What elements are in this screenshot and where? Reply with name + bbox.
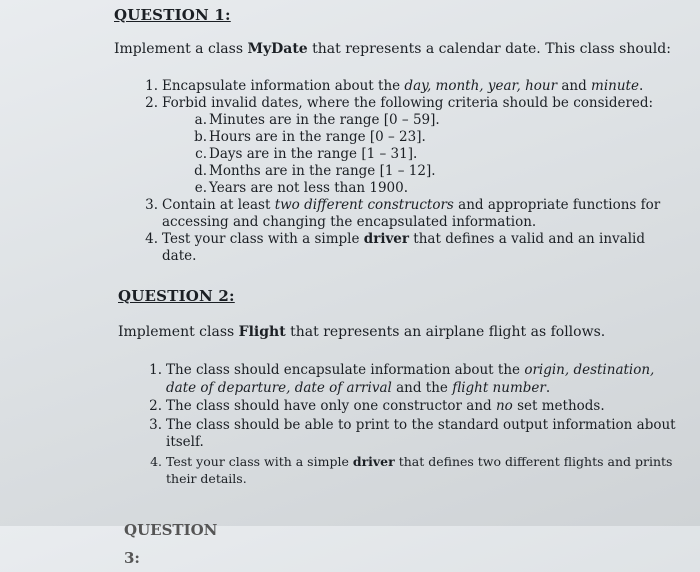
- item-emphasis: day, month, year, hour: [404, 78, 558, 94]
- item-number: 1.: [149, 362, 162, 378]
- item-text: Contain at least: [162, 197, 275, 213]
- criteria-item: [194, 129, 682, 146]
- criteria-item: [195, 146, 682, 163]
- criteria-letter: a.: [194, 112, 207, 128]
- item-number: 2.: [149, 398, 162, 414]
- criteria-item: [194, 163, 682, 180]
- item-text: .: [638, 78, 644, 94]
- item-emphasis: minute: [591, 78, 639, 94]
- criteria-text: Days are in the range [1 – 31].: [209, 146, 418, 162]
- class-name-mydate: MyDate: [247, 41, 308, 57]
- question-3-heading-partial: [124, 516, 218, 567]
- item-number: 4.: [150, 453, 162, 469]
- intro-text-end: that represents a calendar date. This class should:: [307, 41, 671, 57]
- item-text: that defines two different flights and prints their details.: [166, 453, 673, 486]
- item-text: Encapsulate information about the: [162, 78, 405, 94]
- item-emphasis: two different constructors: [274, 197, 454, 213]
- question-2-intro: [118, 324, 605, 340]
- item-emphasis: no: [495, 398, 513, 414]
- criteria-text: Minutes are in the range [0 – 59].: [209, 112, 440, 128]
- list-item: [149, 362, 676, 397]
- item-emphasis: flight number: [452, 379, 546, 396]
- item-text: and the: [391, 379, 453, 396]
- criteria-list: [194, 112, 682, 197]
- item-bold: driver: [352, 453, 395, 469]
- item-emphasis: origin, destination, date of departure, date of arrival: [166, 362, 655, 396]
- criteria-letter: e.: [194, 180, 207, 196]
- class-name-flight: Flight: [238, 324, 286, 340]
- intro-text-end: that represents an airplane flight as follows.: [285, 324, 606, 340]
- question-1-intro: [114, 41, 671, 57]
- item-text: and: [557, 78, 592, 94]
- item-text: The class should have only one constructor and: [166, 398, 496, 414]
- intro-text: Implement a class: [114, 41, 248, 57]
- item-text: Test your class with a simple: [166, 453, 353, 469]
- question-2-heading: QUESTION 2:: [118, 287, 235, 305]
- criteria-item: [194, 180, 682, 197]
- criteria-letter: c.: [195, 146, 207, 162]
- list-item: [149, 398, 676, 416]
- list-item: [150, 453, 676, 488]
- item-number: 2.: [145, 95, 158, 111]
- list-item: [145, 95, 682, 197]
- item-number: 1.: [145, 78, 158, 94]
- item-text: Test your class with a simple: [162, 231, 364, 247]
- criteria-letter: d.: [194, 163, 207, 179]
- criteria-text: Months are in the range [1 – 12].: [209, 163, 436, 179]
- question-2-list: [149, 362, 676, 489]
- item-bold: driver: [363, 231, 410, 247]
- question-3-heading-text: QUESTION 3:: [124, 521, 218, 567]
- list-item: [149, 416, 676, 452]
- question-1-list: [145, 78, 682, 265]
- item-text: The class should be able to print to the standard output information about itself.: [166, 416, 676, 450]
- list-item: [145, 197, 682, 231]
- item-text: that defines a valid and an invalid date.: [162, 231, 645, 264]
- item-text: set methods.: [512, 398, 605, 414]
- list-item: [145, 78, 682, 95]
- criteria-item: [194, 112, 682, 129]
- item-number: 4.: [145, 231, 158, 247]
- item-text: Forbid invalid dates, where the following criteria should be considered:: [162, 95, 654, 111]
- intro-text: Implement class: [118, 324, 239, 340]
- criteria-letter: b.: [194, 129, 207, 145]
- item-text: and appropriate functions for accessing and changing the encapsulated information.: [162, 197, 661, 230]
- criteria-text: Years are not less than 1900.: [209, 180, 409, 196]
- item-text: The class should encapsulate information about the: [166, 362, 525, 378]
- item-text: .: [545, 379, 551, 396]
- question-1-heading: QUESTION 1:: [114, 6, 231, 24]
- item-number: 3.: [145, 197, 158, 213]
- criteria-text: Hours are in the range [0 – 23].: [209, 129, 426, 145]
- list-item: [145, 231, 682, 265]
- item-number: 3.: [149, 416, 162, 433]
